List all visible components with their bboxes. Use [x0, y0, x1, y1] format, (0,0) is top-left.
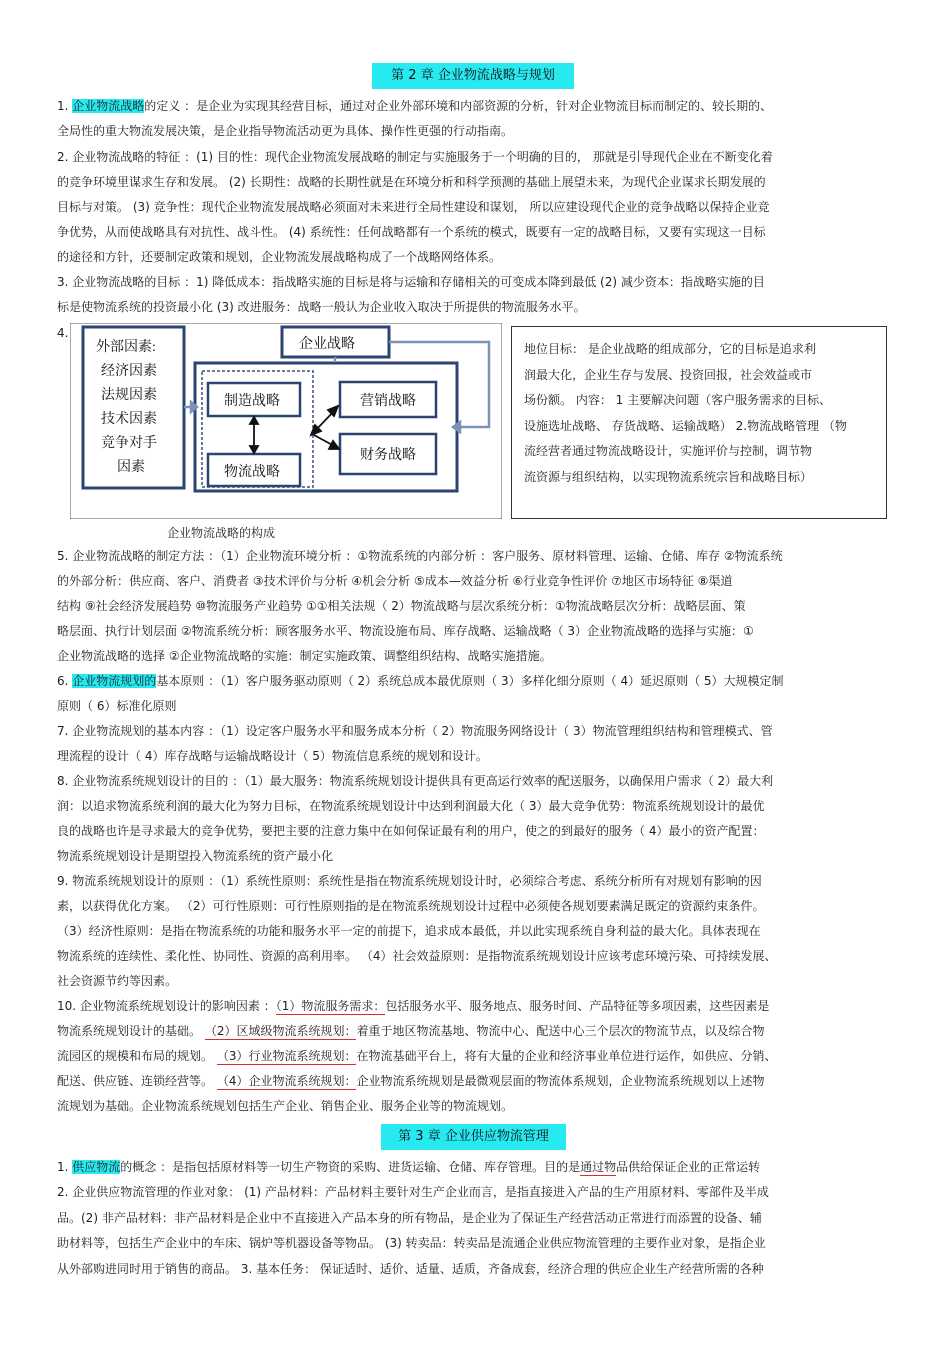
- p2-line-1: 2. 企业物流战略的特征 ：(1) 目的性：现代企业物流发展战略的制定与实施服务于一个明确的目的， 那就是引导现代企业在不断变化着: [57, 150, 773, 164]
- p9-line-1: 9. 物流系统规划设计的原则 ：（1）系统性原则：系统性是指在物流系统规划设计时，必须综合考虑、系统分析所有对规划有影响的因: [57, 874, 762, 888]
- p9-line-3: （3）经济性原则：是指在物流系统的功能和服务水平一定的前提下，追求成本最低，并以此实现系统自身利益的最大化。具体表现在: [57, 924, 761, 938]
- diagram-caption: 企业物流战略的构成: [167, 526, 276, 540]
- p2-line-4: 争优势，从而使战略具有对抗性、战斗性。 (4) 系统性：任何战略都有一个系统的模式，既要有一定的战略目标，又要有实现这一目标: [57, 225, 766, 239]
- external-item-1: 经济因素: [101, 364, 157, 379]
- p10-l1b: 包括服务水平、服务地点、服务时间、产品特征等多项因素，这些因素是: [385, 999, 770, 1013]
- sidebox-line-1: 地位目标： 是企业战略的组成部分，它的目标是追求利: [524, 342, 816, 356]
- enterprise-strategy-label: 企业战略: [299, 337, 355, 352]
- p6-num: 6.: [57, 674, 73, 688]
- p10-factor-4: （4）企业物流系统规划：: [216, 1074, 357, 1088]
- p5-line-1: 5. 企业物流战略的制定方法 ：（1）企业物流环境分析 ：①物流系统的内部分析 ：客户服务、原材料管理、运输、仓储、库存 ②物流系统: [57, 549, 783, 563]
- c3p2-line-1: 2. 企业供应物流管理的作业对象： (1) 产品材料：产品材料主要针对生产企业而言，是指直接进入产品的生产用原材料、零部件及半成: [57, 1185, 769, 1199]
- p10-l3a: 流园区的规模和布局的规划。: [57, 1049, 217, 1063]
- p5-line-5: 企业物流战略的选择 ②企业物流战略的实施：制定实施政策、调整组织结构、战略实施措施。: [57, 649, 552, 663]
- p9-line-2: 素，以获得优化方案。 （2）可行性原则：可行性原则指的是在物流系统规划设计过程中必须使各规划要素满足既定的资源约束条件。: [57, 899, 765, 913]
- p10-l4a: 配送、供应链、连锁经营等。: [57, 1074, 217, 1088]
- c3p2-line-3: 助材料等，包括生产企业中的车床、锅炉等机器设备等物品。 (3) 转卖品：转卖品是流通企业供应物流管理的主要作业对象，是指企业: [57, 1236, 766, 1250]
- p7-line-2: 理流程的设计（ 4）库存战略与运输战略设计（ 5）物流信息系统的规划和设计。: [57, 749, 488, 763]
- p1-line-2: 全局性的重大物流发展决策，是企业指导物流活动更为具体、操作性更强的行动指南。: [57, 124, 514, 138]
- p1-term: 企业物流战略: [72, 99, 145, 113]
- p5-line-4: 略层面、执行计划层面 ②物流系统分析：顾客服务水平、物流设施布局、库存战略、运输战略（ 3）企业物流战略的选择与实施：①: [57, 624, 754, 638]
- manufacturing-strategy-label: 制造战略: [224, 394, 280, 409]
- p10-factor-2: （2）区域级物流系统规划：: [204, 1024, 357, 1038]
- external-item-3: 技术因素: [101, 412, 157, 427]
- p3-line-2: 标是使物流系统的投资最小化 (3) 改进服务：战略一般认为企业收入取决于所提供的物流服务水平。: [57, 300, 586, 314]
- marketing-strategy-label: 营销战略: [360, 394, 416, 409]
- p9-line-4: 物流系统的连续性、柔化性、协同性、资源的高利用率。 （4）社会效益原则：是指物流系统规划设计应该考虑环境污染、可持续发展、: [57, 949, 777, 963]
- c3p1-text: 的概念 ：是指包括原材料等一切生产物资的采购、进货运输、仓储、库存管理。目的是: [120, 1160, 581, 1174]
- p8-line-3: 良的战略也许是寻求最大的竞争优势，要把主要的注意力集中在如何保证最有利的用户，使之的到最好的服务（ 4）最小的资产配置：: [57, 824, 765, 838]
- p1-num: 1.: [57, 99, 73, 113]
- p10-l4b: 企业物流系统规划是最微观层面的物流体系规划，企业物流系统规划以上述物: [356, 1074, 765, 1088]
- c3p1-text-2: 品供给保证企业的正常运转: [616, 1160, 761, 1174]
- p10-line-5: 流规划为基础。企业物流系统规划包括生产企业、销售企业、服务企业等的物流规划。: [57, 1099, 514, 1113]
- p2-line-5: 的途径和方针，还要制定政策和规划，企业物流发展战略构成了一个战略网络体系。: [57, 250, 502, 264]
- external-item-2: 法规因素: [101, 388, 157, 403]
- p1-line-1: [57, 98, 772, 114]
- p10-line-4: [57, 1073, 764, 1089]
- p10-l3b: 在物流基础平台上，将有大量的企业和经济事业单位进行运作，如供应、分销、: [356, 1049, 777, 1063]
- p6-text: 基本原则 ：（1）客户服务驱动原则（ 2）系统总成本最优原则（ 3）多样化细分原则（ 4）延迟原则（ 5）大规模定制: [156, 674, 784, 688]
- p10-factor-3: （3）行业物流系统规划：: [216, 1049, 357, 1063]
- p2-line-3: 目标与对策。 (3) 竞争性：现代企业物流发展战略必须面对未来进行全局性建设和谋划， 所以应建设现代企业的竞争战略以保持企业竞: [57, 200, 770, 214]
- p8-line-4: 物流系统规划设计是期望投入物流系统的资产最小化: [57, 849, 334, 863]
- p10-l2b: 着重于地区物流基地、物流中心、配送中心三个层次的物流节点，以及综合物: [356, 1024, 765, 1038]
- external-item-5: 因素: [117, 460, 145, 475]
- chapter-3-title: 第 3 章 企业供应物流管理: [381, 1124, 566, 1150]
- strategy-description-box: [511, 326, 887, 519]
- c3p1-underlined: 通过物: [580, 1160, 617, 1174]
- p10-line-3: [57, 1048, 776, 1064]
- p10-line-1: [57, 998, 769, 1014]
- p8-line-1: 8. 企业物流系统规划设计的目的 ：（1）最大服务：物流系统规划设计提供具有更高运行效率的配送服务，以确保用户需求（ 2）最大利: [57, 774, 774, 788]
- p2-line-2: 的竞争环境里谋求生存和发展。 (2) 长期性：战略的长期性就是在环境分析和科学预测的基础上展望未来，为现代企业谋求长期发展的: [57, 175, 766, 189]
- sidebox-line-6: 流资源与组织结构，以实现物流系统宗旨和战略目标）: [524, 469, 813, 484]
- c3p1-num: 1.: [57, 1160, 73, 1174]
- p6-line-1: [57, 673, 784, 689]
- p9-line-5: 社会资源节约等因素。: [57, 974, 178, 988]
- p5-line-3: 结构 ⑨社会经济发展趋势 ⑩物流服务产业趋势 ①①相关法规（ 2）物流战略与层次系统分析：①物流战略层次分析：战略层面、策: [57, 599, 746, 613]
- p7-line-1: 7. 企业物流规划的基本内容 ：（1）设定客户服务水平和服务成本分析（ 2）物流服务网络设计（ 3）物流管理组织结构和管理模式、管: [57, 724, 773, 738]
- p1-text: 的定义 ：是企业为实现其经营目标，通过对企业外部环境和内部资源的分析，针对企业物流目标而制定的、较长期的、: [144, 99, 773, 113]
- c3p2-line-2: 品。(2) 非产品材料：非产品材料是企业中不直接进入产品本身的所有物品，是企业为了保证生产经营活动正常进行而添置的设备、辅: [57, 1211, 762, 1225]
- p4-num: 4.: [57, 326, 69, 340]
- sidebox-line-2: 润最大化，企业生存与发展、投资回报，社会效益或市: [524, 367, 813, 382]
- p10-line-2: [57, 1023, 764, 1039]
- strategy-diagram: [70, 323, 502, 519]
- p6-term: 企业物流规划的: [72, 674, 157, 688]
- c3p1-line-1: [57, 1159, 760, 1175]
- chapter-2-title: 第 2 章 企业物流战略与规划: [372, 63, 574, 89]
- p10-factor-1: （1）物流服务需求：: [275, 999, 386, 1013]
- c3p1-term: 供应物流: [72, 1160, 121, 1174]
- p6-line-2: 原则（ 6）标准化原则: [57, 699, 177, 713]
- p3-line-1: 3. 企业物流战略的目标 ：1) 降低成本：指战略实施的目标是将与运输和存储相关的可变成本降到最低 (2) 减少资本：指战略实施的目: [57, 275, 765, 289]
- p8-line-2: 润：以追求物流系统利润的最大化为努力目标，在物流系统规划设计中达到利润最大化（ 3）最大竞争优势：物流系统规划设计的最优: [57, 799, 765, 813]
- p5-line-2: 的外部分析：供应商、客户、消费者 ③技术评价与分析 ④机会分析 ⑤成本—效益分析 ⑥行业竞争性评价 ⑦地区市场特征 ⑧渠道: [57, 574, 733, 588]
- sidebox-line-5: 流经营者通过物流战略设计，实施评价与控制，调节物: [524, 444, 813, 458]
- c3p2-line-4: 从外部购进同时用于销售的商品。 3. 基本任务： 保证适时、适价、适量、适质，齐备成套，经济合理的供应企业生产经营所需的各种: [57, 1262, 764, 1276]
- external-factors-title: 外部因素:: [96, 340, 156, 355]
- finance-strategy-label: 财务战略: [360, 448, 416, 463]
- p10-l2a: 物流系统规划设计的基础。: [57, 1024, 205, 1038]
- p10-l1a: 10. 企业物流系统规划设计的影响因素 ：: [57, 999, 276, 1013]
- sidebox-line-3: 场份额。 内容： 1 主要解决问题（客户服务需求的目标、: [524, 393, 832, 407]
- external-item-4: 竞争对手: [101, 436, 157, 451]
- logistics-strategy-label: 物流战略: [224, 465, 280, 480]
- sidebox-line-4: 设施选址战略、 存货战略、运输战略） 2.物流战略管理 （物: [524, 418, 847, 433]
